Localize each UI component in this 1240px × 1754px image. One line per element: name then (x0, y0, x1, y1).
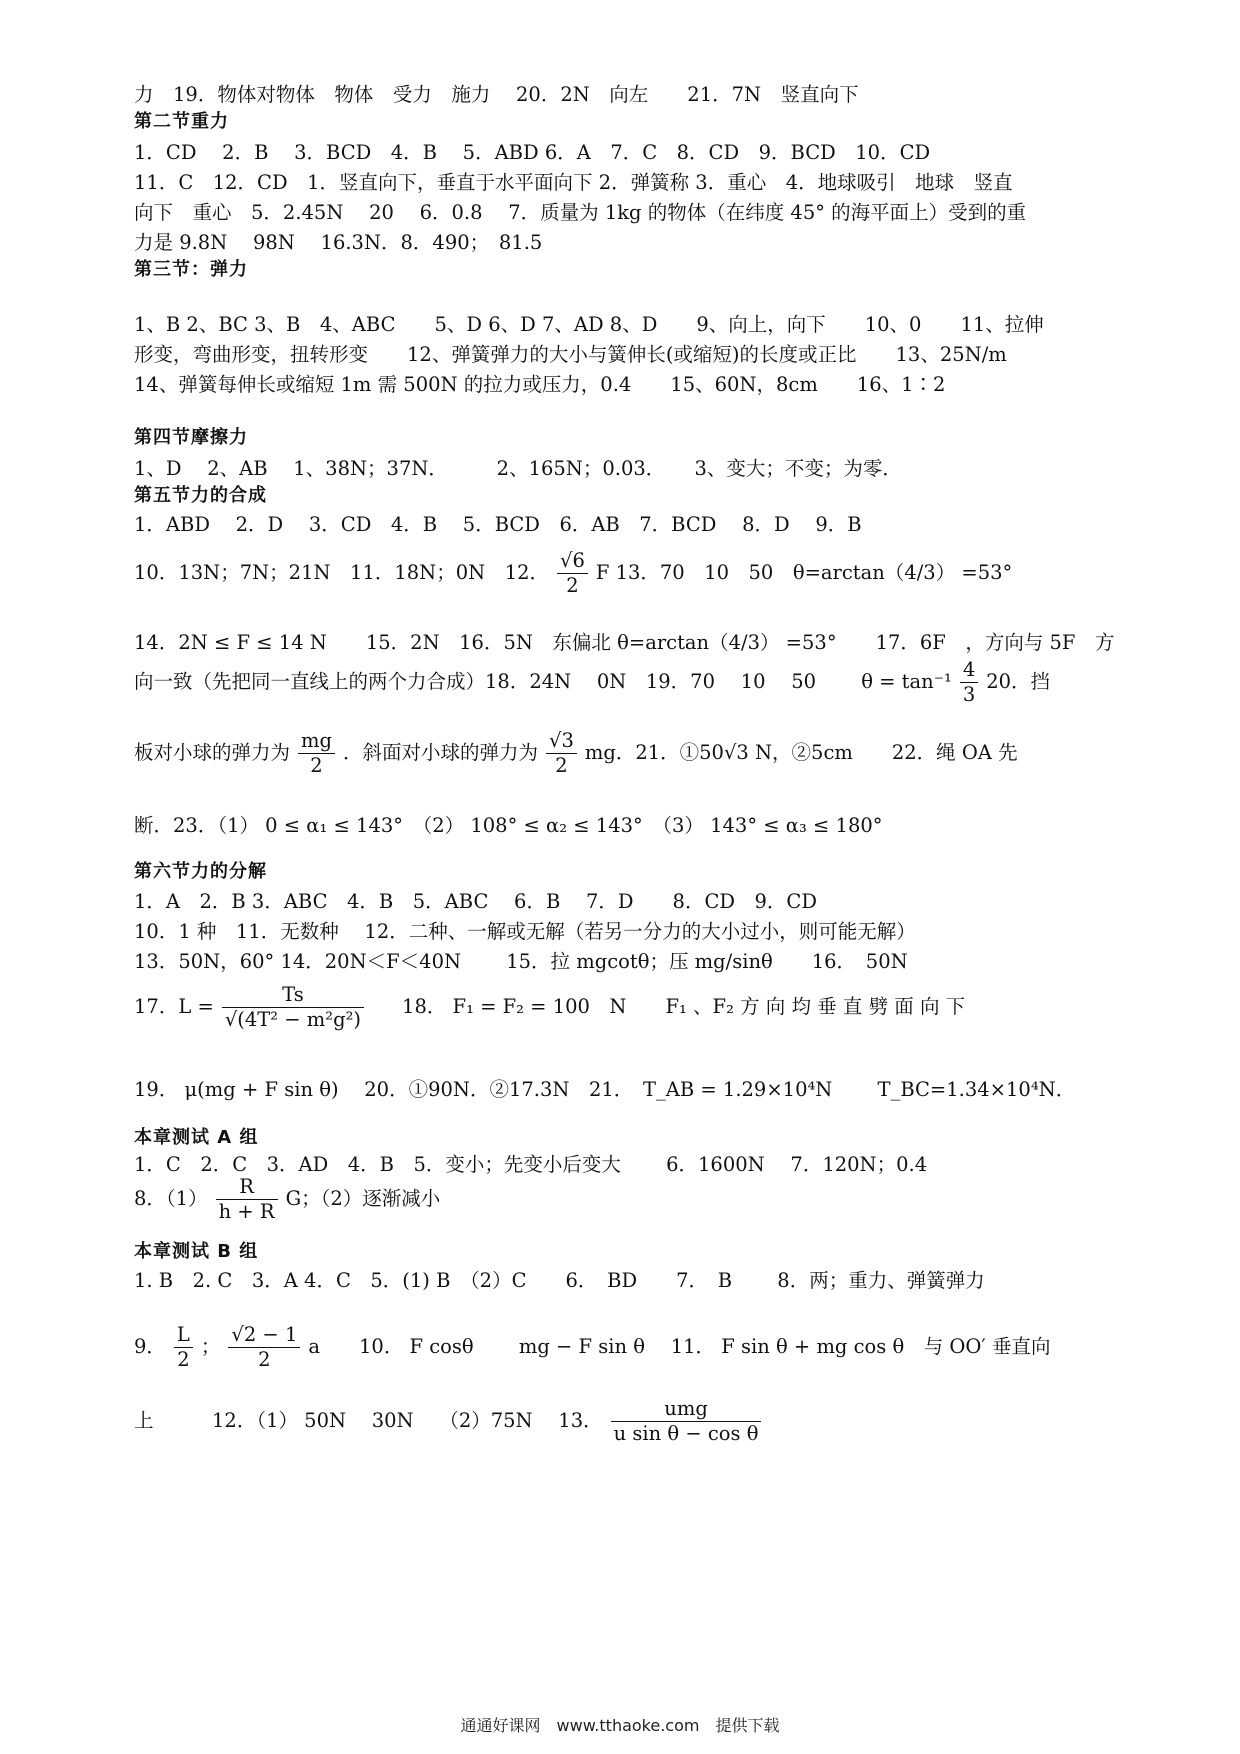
text-line (134, 1320, 1104, 1374)
text-span: 8．（1） (134, 1187, 208, 1210)
text-span: F 13．70 10 50 θ=arctan（4/3） =53° (595, 561, 1013, 584)
text-line: 断．23．（1） 0 ≤ α₁ ≤ 143° （2） 108° ≤ α₂ ≤ 143° （3） 143° ≤ α₃ ≤ 180° (134, 814, 883, 837)
text-line (134, 1172, 1104, 1226)
fraction-denominator: 2 (258, 1348, 271, 1371)
text-line: 1、B 2、BC 3、B 4、ABC 5、D 6、D 7、AD 8、D 9、向上，向下 10、0 11、拉伸 (134, 313, 1044, 336)
text-line (134, 655, 1104, 709)
text-line: 1、D 2、AB 1、38N；37N． 2、165N；0.03． 3、变大；不变；为零． (134, 457, 902, 480)
text-line: 13．50N，60° 14．20N＜F＜40N 15．拉 mgcotθ；压 mg/sinθ 16． 50N (134, 950, 908, 973)
text-span: ； (200, 1335, 221, 1358)
text-line: 19． μ(mg + F sin θ) 20．①90N．②17.3N 21． T_AB = 1.29×10⁴N T_BC=1.34×10⁴N． (134, 1078, 1076, 1101)
fraction (298, 729, 339, 778)
text-span: a 10． F cosθ mg − F sin θ 11． F sin θ + mg cos θ 与 OO′ 垂直向 (308, 1335, 1051, 1358)
text-line: 11．C 12．CD 1．竖直向下，垂直于水平面向下 2．弹簧称 3．重心 4．地球吸引 地球 竖直 (134, 171, 1013, 194)
text-line: 10．1 种 11．无数种 12．二种、一解或无解（若另一分力的大小过小，则可能无解） (134, 920, 916, 943)
text-line: 1．ABD 2．D 3．CD 4．B 5．BCD 6．AB 7．BCD 8．D 9．B (134, 513, 862, 536)
text-line (134, 1394, 1104, 1448)
text-line: 力 19．物体对物体 物体 受力 施力 20．2N 向左 21．7N 竖直向下 (134, 83, 859, 106)
fraction-numerator: mg (298, 729, 335, 754)
fraction-denominator: 2 (310, 754, 323, 777)
section-heading: 本章测试 B 组 (134, 1241, 259, 1262)
section-heading: 第六节力的分解 (134, 861, 267, 882)
fraction-numerator: L (174, 1323, 193, 1348)
fraction (611, 1397, 766, 1446)
fraction-denominator: u sin θ − cos θ (613, 1422, 759, 1445)
fraction (174, 1323, 197, 1372)
page-footer: 通通好课网 www.tthaoke.com 提供下载 (460, 1716, 780, 1735)
fraction-numerator: √2 − 1 (228, 1323, 300, 1348)
text-line: 1．CD 2．B 3．BCD 4．B 5．ABD 6．A 7．C 8．CD 9．BCD 10．CD (134, 141, 931, 164)
fraction (960, 658, 982, 707)
text-span: 上 12．（1） 50N 30N （2）75N 13． (134, 1409, 603, 1432)
text-span: G；（2）逐渐减小 (285, 1187, 441, 1210)
fraction (222, 983, 368, 1032)
text-line: 1．C 2．C 3．AD 4．B 5．变小；先变小后变大 6．1600N 7．120N；0.4 (134, 1153, 928, 1176)
text-line: 形变，弯曲形变，扭转形变 12、弹簧弹力的大小与簧伸长(或缩短)的长度或正比 13、25N/m (134, 343, 1007, 366)
fraction-numerator: umg (611, 1397, 762, 1422)
fraction-denominator: 2 (566, 574, 579, 597)
text-line (134, 980, 1104, 1034)
text-span: 向一致（先把同一直线上的两个力合成）18．24N 0N 19．70 10 50 θ = tan⁻¹ (134, 670, 952, 693)
section-heading: 第二节重力 (134, 111, 229, 132)
section-heading: 第三节：弹力 (134, 259, 248, 280)
fraction-numerator: 4 (960, 658, 978, 683)
section-heading: 第五节力的合成 (134, 485, 267, 506)
fraction-numerator: R (216, 1175, 278, 1200)
text-span: 9． (134, 1335, 166, 1358)
fraction-denominator: 2 (177, 1348, 190, 1371)
text-line: 1．A 2．B 3．ABC 4．B 5．ABC 6．B 7．D 8．CD 9．CD (134, 890, 817, 913)
text-line: 14．2N ≤ F ≤ 14 N 15．2N 16．5N 东偏北 θ=arctan（4/3） =53° 17．6F ，方向与 5F 方 (134, 631, 1115, 654)
fraction-numerator: √3 (546, 729, 577, 754)
text-span: 20．挡 (986, 670, 1051, 693)
text-line: 向下 重心 5．2.45N 20 6．0.8 7．质量为 1kg 的物体（在纬度 45° 的海平面上）受到的重 (134, 201, 1027, 224)
fraction (216, 1175, 282, 1224)
fraction-denominator: 2 (555, 754, 568, 777)
section-heading: 第四节摩擦力 (134, 427, 248, 448)
text-span: 10．13N；7N；21N 11．18N；0N 12． (134, 561, 550, 584)
text-span: 18． F₁ = F₂ = 100 N F₁ 、F₂ 方 向 均 垂 直 劈 面 向 下 (402, 995, 966, 1018)
fraction (228, 1323, 304, 1372)
fraction-denominator: h + R (218, 1200, 275, 1223)
fraction-numerator: Ts (222, 983, 364, 1008)
text-line: 1. B 2. C 3．A 4．C 5．(1) B （2）C 6． BD 7． B 8．两；重力、弹簧弹力 (134, 1269, 985, 1292)
fraction (546, 729, 581, 778)
fraction-denominator: √(4T² − m²g²) (224, 1008, 362, 1031)
fraction-numerator: √6 (557, 549, 588, 574)
text-line (134, 546, 1104, 600)
fraction-denominator: 3 (962, 683, 976, 706)
text-line: 力是 9.8N 98N 16.3N．8．490； 81.5 (134, 231, 543, 254)
text-span: mg．21．①50√3 N，②5cm 22．绳 OA 先 (584, 741, 1018, 764)
text-line (134, 726, 1104, 780)
text-span: ．斜面对小球的弹力为 (343, 741, 539, 764)
text-line: 14、弹簧每伸长或缩短 1m 需 500N 的拉力或压力，0.4 15、60N，8cm 16、1∶2 (134, 373, 946, 396)
fraction (557, 549, 592, 598)
section-heading: 本章测试 A 组 (134, 1127, 259, 1148)
text-span: 17．L = (134, 995, 214, 1018)
text-span: 板对小球的弹力为 (134, 741, 291, 764)
